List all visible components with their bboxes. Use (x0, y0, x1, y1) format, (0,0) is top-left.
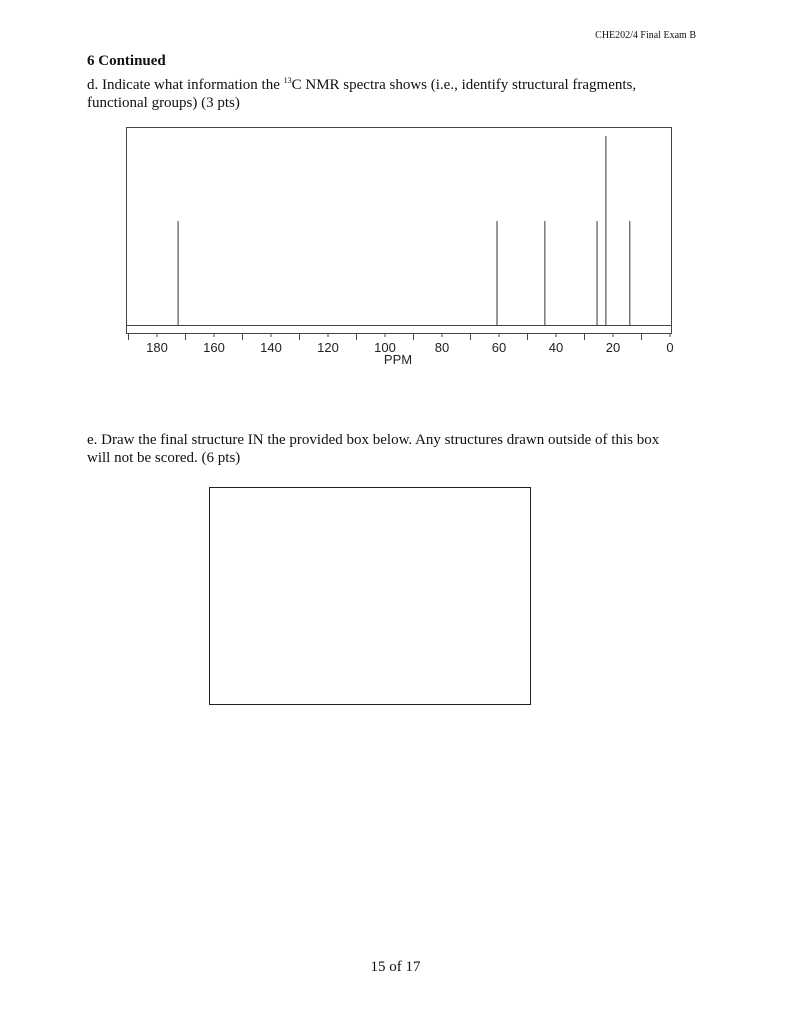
section-title: 6 Continued (87, 53, 166, 69)
x-tick-label: 60 (491, 340, 507, 355)
question-e-line1: e. Draw the final structure IN the provided box below. Any structures drawn outside of this box (87, 432, 660, 448)
isotope-superscript: 13 (283, 76, 292, 85)
structure-answer-box[interactable] (209, 487, 531, 705)
x-tick-label: 20 (605, 340, 621, 355)
x-axis-label: PPM (383, 352, 413, 367)
x-tick-label: 0 (666, 340, 674, 355)
question-e (87, 431, 717, 467)
x-tick-label: 140 (260, 340, 282, 355)
plot-frame (127, 128, 672, 334)
question-d-text: C NMR spectra shows (i.e., identify structural fragments, (291, 77, 637, 93)
x-tick-label: 180 (146, 340, 168, 355)
x-tick-label: 120 (317, 340, 339, 355)
page-number: 15 of 17 (370, 959, 421, 975)
x-tick-label: 160 (203, 340, 225, 355)
exam-header: CHE202/4 Final Exam B (595, 30, 696, 41)
question-e-line2: will not be scored. (6 pts) (87, 450, 241, 466)
question-d-line2: functional groups) (3 pts) (87, 95, 240, 111)
x-tick-label: 80 (434, 340, 450, 355)
x-tick-label: 100 (374, 340, 396, 355)
question-d-prefix: d. Indicate what information the (87, 77, 284, 93)
nmr-spectrum (0, 0, 791, 380)
x-tick-label: 40 (548, 340, 564, 355)
